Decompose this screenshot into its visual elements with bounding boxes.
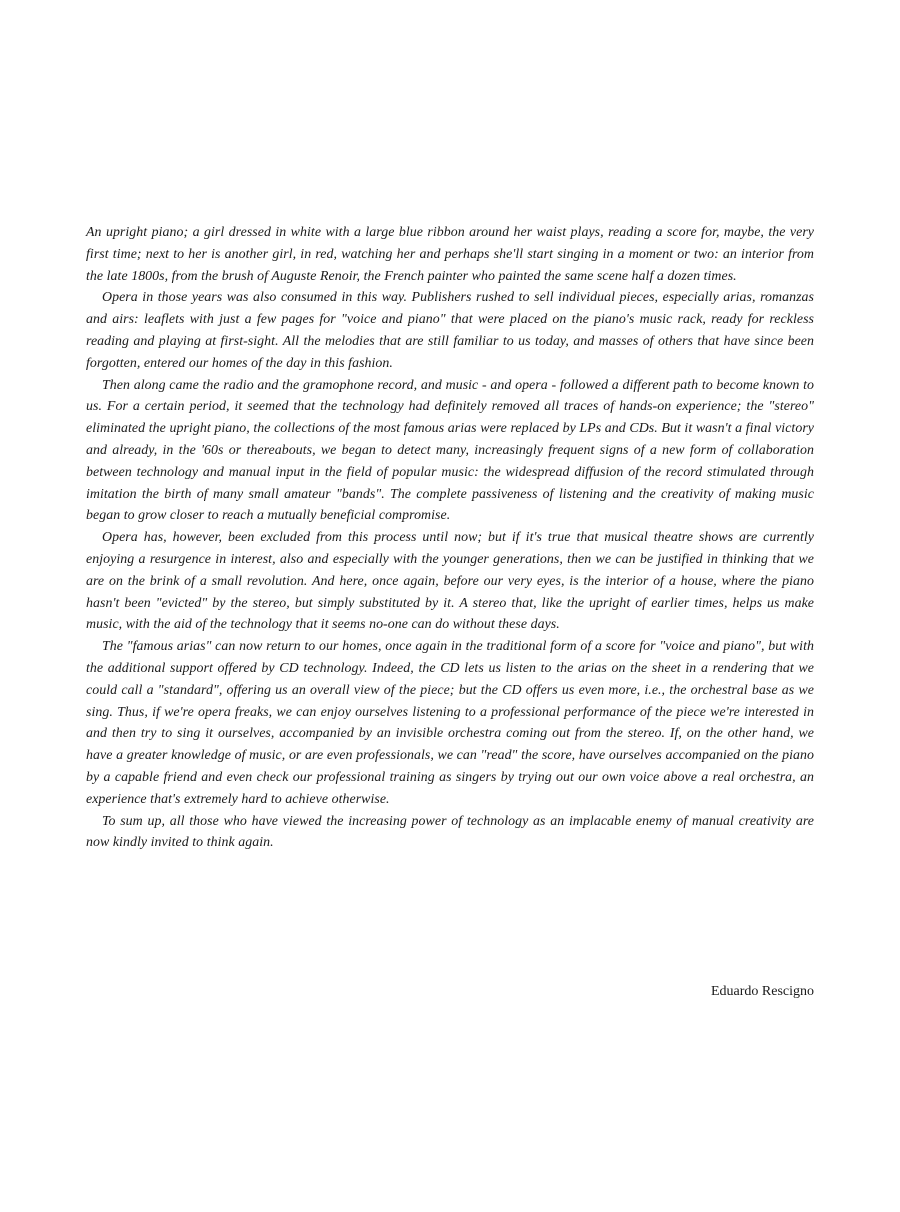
essay-paragraph-6: To sum up, all those who have viewed the increasing power of technology as an implacable enemy of manual creativity are now kindly invited to think again. (86, 813, 814, 851)
essay-paragraph-3: Then along came the radio and the gramophone record, and music - and opera - followed a different path to become known to us. For a certain period, it seemed that the technology had definitely removed all traces of hands-on experience; the "stereo" eliminated the upright piano, the collections of the most famous arias were replaced by LPs and CDs. But it wasn't a final victory and already, in the '60s or thereabouts, we began to detect many, increasingly frequent signs of a new form of collaboration between technology and manual input in the field of popular music: the widespread diffusion of the record stimulated through imitation the birth of many small amateur "bands". The complete passiveness of listening and the creativity of making music began to grow closer to reach a mutually beneficial compromise. (86, 377, 814, 524)
essay-paragraph-4: Opera has, however, been excluded from this process until now; but if it's true that musical theatre shows are currently enjoying a resurgence in interest, also and especially with the younger generations, then we can be justified in thinking that we are on the brink of a small revolution. And here, once again, before our very eyes, is the interior of a house, where the piano hasn't been "evicted" by the stereo, but simply substituted by it. A stereo that, like the upright of earlier times, helps us make music, with the aid of the technology that it seems no-one can do without these days. (86, 530, 814, 633)
essay-paragraph-5: The "famous arias" can now return to our homes, once again in the traditional form of a score for "voice and piano", but with the additional support offered by CD technology. Indeed, the CD lets us listen to the arias on the sheet in a rendering that we could call a "standard", offering us an overall view of the piece; but the CD offers us even more, i.e., the orchestral base as we sing. Thus, if we're opera freaks, we can enjoy ourselves listening to a professional performance of the piece we're interested in and then try to sing it ourselves, accompanied by an invisible orchestra coming out from the stereo. If, on the other hand, we have a greater knowledge of music, or are even professionals, we can "read" the score, have ourselves accompanied on the piano by a capable friend and even check our professional training as singers by trying out our own voice above a real orchestra, an experience that's extremely hard to achieve otherwise. (86, 639, 814, 807)
author-signature: Eduardo Rescigno (710, 984, 814, 999)
essay-body (86, 222, 814, 854)
essay-paragraph-1: An upright piano; a girl dressed in white with a large blue ribbon around her waist plays, reading a score for, maybe, the very first time; next to her is another girl, in red, watching her and perhaps she'll start singing in a moment or two: an interior from the late 1800s, from the brush of Auguste Renoir, the French painter who painted the same scene half a dozen times. (86, 225, 814, 284)
essay-paragraph-2: Opera in those years was also consumed in this way. Publishers rushed to sell individual pieces, especially arias, romanzas and airs: leaflets with just a few pages for "voice and piano" that were placed on the piano's music rack, ready for reckless reading and playing at first-sight. All the melodies that are still familiar to us today, and masses of others that have since been forgotten, entered our homes of the day in this fashion. (86, 290, 814, 371)
